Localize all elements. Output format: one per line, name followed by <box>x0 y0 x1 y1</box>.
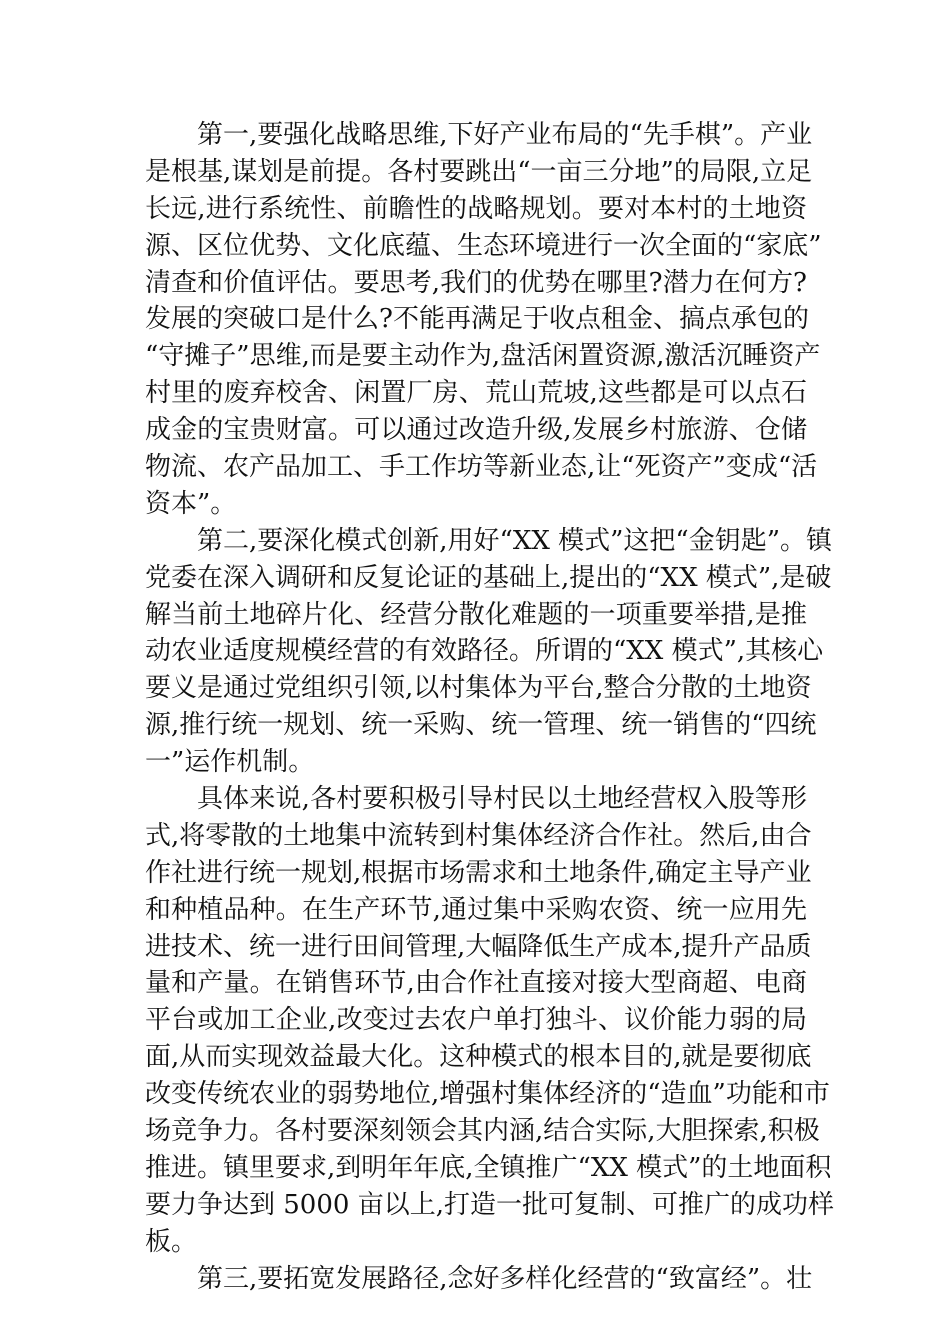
text-line: 源,推行统一规划、统一采购、统一管理、统一销售的“四统 <box>145 710 817 741</box>
text-line: 式,将零散的土地集中流转到村集体经济合作社。然后,由合 <box>145 820 812 851</box>
paragraph <box>145 523 832 781</box>
text-line: 长远,进行系统性、前瞻性的战略规划。要对本村的土地资 <box>145 193 807 224</box>
paragraph <box>145 117 822 523</box>
document-page <box>145 117 834 1298</box>
paragraph <box>145 1261 813 1298</box>
text-line: 板。 <box>145 1226 198 1257</box>
text-line: 党委在深入调研和反复论证的基础上,提出的“XX 模式”,是破 <box>145 562 832 593</box>
text-line: 改变传统农业的弱势地位,增强村集体经济的“造血”功能和市 <box>145 1079 830 1110</box>
text-line: 量和产量。在销售环节,由合作社直接对接大型商超、电商 <box>145 968 807 999</box>
text-line: 平台或加工企业,改变过去农户单打独斗、议价能力弱的局 <box>145 1005 807 1036</box>
text-line: 资本”。 <box>145 488 237 519</box>
text-line: 物流、农产品加工、手工作坊等新业态,让“死资产”变成“活 <box>145 452 818 483</box>
text-line: 成金的宝贵财富。可以通过改造升级,发展乡村旅游、仓储 <box>145 415 807 446</box>
text-line: 要力争达到 5000 亩以上,打造一批可复制、可推广的成功样 <box>145 1189 834 1220</box>
text-line: 进技术、统一进行田间管理,大幅降低生产成本,提升产品质 <box>145 931 812 962</box>
text-line: 解当前土地碎片化、经营分散化难题的一项重要举措,是推 <box>145 599 807 630</box>
text-line: 推进。镇里要求,到明年年底,全镇推广“XX 模式”的土地面积 <box>145 1152 832 1183</box>
text-line: 和种植品种。在生产环节,通过集中采购农资、统一应用先 <box>145 894 807 925</box>
text-line: 面,从而实现效益最大化。这种模式的根本目的,就是要彻底 <box>145 1042 812 1073</box>
text-line: 第三,要拓宽发展路径,念好多样化经营的“致富经”。壮 <box>197 1263 813 1294</box>
text-line: 动农业适度规模经营的有效路径。所谓的“XX 模式”,其核心 <box>145 636 824 667</box>
text-line: 具体来说,各村要积极引导村民以土地经营权入股等形 <box>197 784 807 815</box>
text-line: 一”运作机制。 <box>145 747 315 778</box>
text-line: 作社进行统一规划,根据市场需求和土地条件,确定主导产业 <box>145 857 812 888</box>
paragraph <box>145 781 834 1261</box>
text-line: 村里的废弃校舍、闲置厂房、荒山荒坡,这些都是可以点石 <box>145 378 807 409</box>
text-line: 第一,要强化战略思维,下好产业布局的“先手棋”。产业 <box>197 120 813 150</box>
text-line: 源、区位优势、文化底蕴、生态环境进行一次全面的“家底” <box>145 230 822 261</box>
text-line: 要义是通过党组织引领,以村集体为平台,整合分散的土地资 <box>145 673 812 704</box>
text-line: 场竞争力。各村要深刻领会其内涵,结合实际,大胆探索,积极 <box>145 1116 820 1147</box>
text-line: 是根基,谋划是前提。各村要跳出“一亩三分地”的局限,立足 <box>145 156 813 187</box>
text-line: 清查和价值评估。要思考,我们的优势在哪里?潜力在何方? <box>145 267 807 298</box>
text-line: 第二,要深化模式创新,用好“XX 模式”这把“金钥匙”。镇 <box>197 525 832 556</box>
text-line: 发展的突破口是什么?不能再满足于收点租金、搞点承包的 <box>145 304 809 335</box>
text-line: “守摊子”思维,而是要主动作为,盘活闲置资源,激活沉睡资产 <box>145 341 821 372</box>
